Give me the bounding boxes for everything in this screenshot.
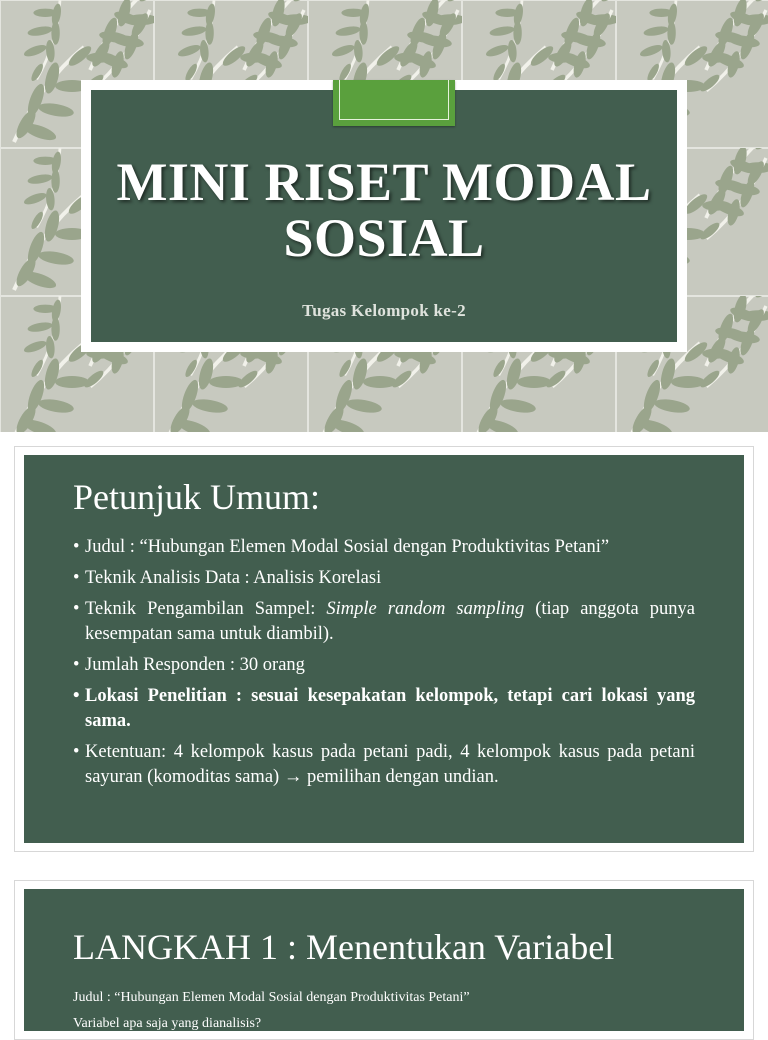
bullet-lokasi bbox=[73, 684, 695, 734]
slide-text-question: Variabel apa saja yang dianalisis? bbox=[73, 1016, 262, 1031]
bullet-responden bbox=[73, 653, 695, 678]
langkah-1-slide bbox=[14, 880, 754, 1040]
title-frame bbox=[81, 80, 687, 352]
bullet-italic-text: Simple random sampling bbox=[326, 599, 525, 619]
bullet-sampel bbox=[73, 597, 695, 647]
slide-title: MINI RISET MODAL SOSIAL bbox=[116, 152, 652, 268]
accent-tab bbox=[333, 80, 455, 126]
bullet-text: Ketentuan: 4 kelompok kasus pada petani padi, 4 kelompok kasus pada petani sayuran (komoditas sama) bbox=[85, 742, 695, 787]
slide-content-box bbox=[24, 455, 744, 843]
bullet-text: Teknik Pengambilan Sampel: bbox=[85, 599, 327, 619]
bullet-text: pemilihan dengan undian. bbox=[302, 767, 499, 787]
bullet-ketentuan bbox=[73, 740, 695, 790]
slide-text-judul: Judul : “Hubungan Elemen Modal Sosial dengan Produktivitas Petani” bbox=[73, 990, 470, 1005]
bullet-analisis bbox=[73, 566, 695, 591]
bullet-text: Teknik Analisis Data : Analisis Korelasi bbox=[85, 568, 382, 588]
bullet-text: (tiap anggota punya kesempatan sama untuk diambil). bbox=[85, 599, 695, 644]
bullet-text: Jumlah Responden : 30 orang bbox=[85, 655, 305, 675]
bullet-judul bbox=[73, 535, 695, 560]
title-box bbox=[91, 90, 677, 342]
bullet-text: Lokasi Penelitian : sesuai kesepakatan kelompok, tetapi cari lokasi yang sama. bbox=[85, 686, 695, 731]
slide-heading: Petunjuk Umum: bbox=[73, 477, 321, 517]
slide-heading: LANGKAH 1 : Menentukan Variabel bbox=[73, 927, 615, 967]
slide-content-box bbox=[24, 889, 744, 1031]
bullet-list bbox=[73, 535, 695, 796]
slide-subtitle: Tugas Kelompok ke-2 bbox=[302, 301, 466, 320]
petunjuk-umum-slide bbox=[14, 446, 754, 852]
right-arrow-icon: → bbox=[283, 767, 303, 787]
title-slide bbox=[0, 0, 768, 432]
accent-tab-border bbox=[339, 80, 449, 120]
bullet-text: Judul : “Hubungan Elemen Modal Sosial dengan Produktivitas Petani” bbox=[85, 537, 610, 557]
